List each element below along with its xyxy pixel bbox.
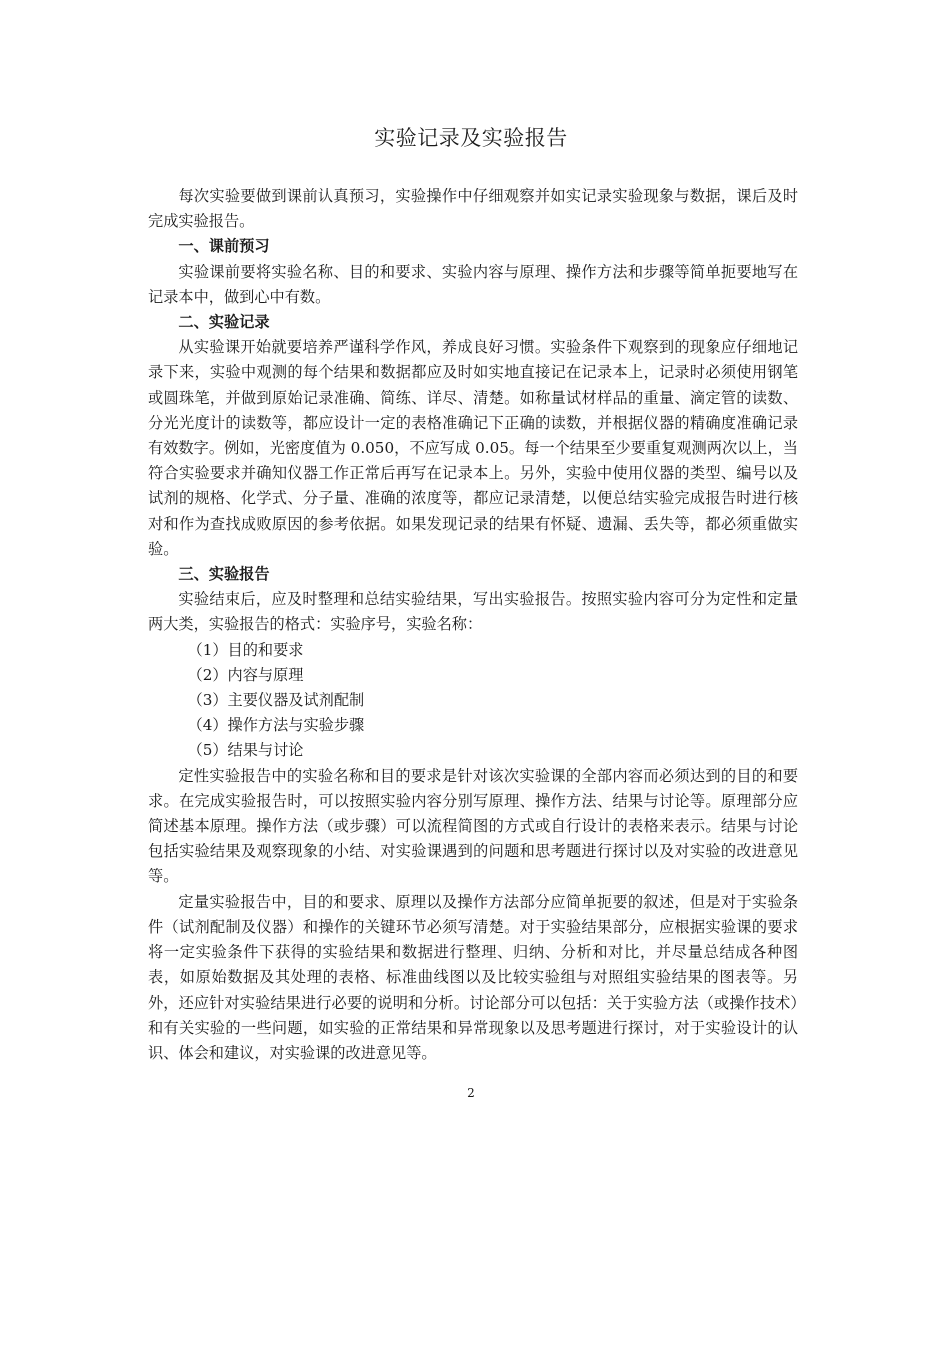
list-item: （1）目的和要求	[187, 640, 304, 659]
section-paragraph: 从实验课开始就要培养严谨科学作风，养成良好习惯。实验条件下观察到的现象应仔细地记录下来，实验中观测的每个结果和数据都应及时如实地直接记在记录本上，记录时必须使用钢笔或圆珠笔，并做到原始记录准确、简练、详尽、清楚。如称量试材样品的重量、滴定管的读数、分光光度计的读数等，都应设计一定的表格准确记下正确的读数，并根据仪器的精确度准确记录有效数字。例如，光密度值为 0.050，不应写成 0.05。每一个结果至少要重复观测两次以上，当符合实验要求并确知仪器工作正常后再写在记录本上。另外，实验中使用仪器的类型、编号以及试剂的规格、化学式、分子量、准确的浓度等，都应记录清楚，以便总结实验完成报告时进行核对和作为查找成败原因的参考依据。如果发现记录的结果有怀疑、遗漏、丢失等，都必须重做实验。	[148, 338, 798, 558]
section-heading-report: 三、实验报告	[178, 565, 270, 584]
qualitative-report-paragraph: 定性实验报告中的实验名称和目的要求是针对该次实验课的全部内容而必须达到的目的和要求。在完成实验报告时，可以按照实验内容分别写原理、操作方法、结果与讨论等。原理部分应简述基本原理。操作方法（或步骤）可以流程简图的方式或自行设计的表格来表示。结果与讨论包括实验结果及观察现象的小结、对实验课遇到的问题和思考题进行探讨以及对实验的改进意见等。	[148, 766, 798, 886]
section-paragraph: 实验结束后，应及时整理和总结实验结果，写出实验报告。按照实验内容可分为定性和定量两大类，实验报告的格式：实验序号，实验名称：	[148, 590, 798, 634]
page-number: 2	[467, 1086, 475, 1100]
quantitative-report-paragraph: 定量实验报告中，目的和要求、原理以及操作方法部分应简单扼要的叙述，但是对于实验条件（试剂配制及仪器）和操作的关键环节必须写清楚。对于实验结果部分，应根据实验课的要求将一定实验条件下获得的实验结果和数据进行整理、归纳、分析和对比，并尽量总结成各种图表，如原始数据及其处理的表格、标准曲线图以及比较实验组与对照组实验结果的图表等。另外，还应针对实验结果进行必要的说明和分析。讨论部分可以包括：关于实验方法（或操作技术）和有关实验的一些问题，如实验的正常结果和异常现象以及思考题进行探讨，对于实验设计的认识、体会和建议，对实验课的改进意见等。	[148, 892, 798, 1062]
section-heading-record: 二、实验记录	[178, 313, 270, 332]
document-body	[148, 184, 798, 1066]
list-item: （3）主要仪器及试剂配制	[187, 691, 365, 710]
list-item: （2）内容与原理	[187, 665, 304, 684]
report-format-list	[148, 638, 798, 764]
page-title: 实验记录及实验报告	[374, 126, 568, 150]
list-item: （4）操作方法与实验步骤	[187, 716, 365, 735]
intro-paragraph: 每次实验要做到课前认真预习，实验操作中仔细观察并如实记录实验现象与数据，课后及时完成实验报告。	[148, 187, 798, 231]
list-item: （5）结果与讨论	[187, 741, 304, 760]
section-paragraph: 实验课前要将实验名称、目的和要求、实验内容与原理、操作方法和步骤等简单扼要地写在记录本中，做到心中有数。	[148, 262, 798, 306]
section-heading-preview: 一、课前预习	[178, 237, 270, 256]
